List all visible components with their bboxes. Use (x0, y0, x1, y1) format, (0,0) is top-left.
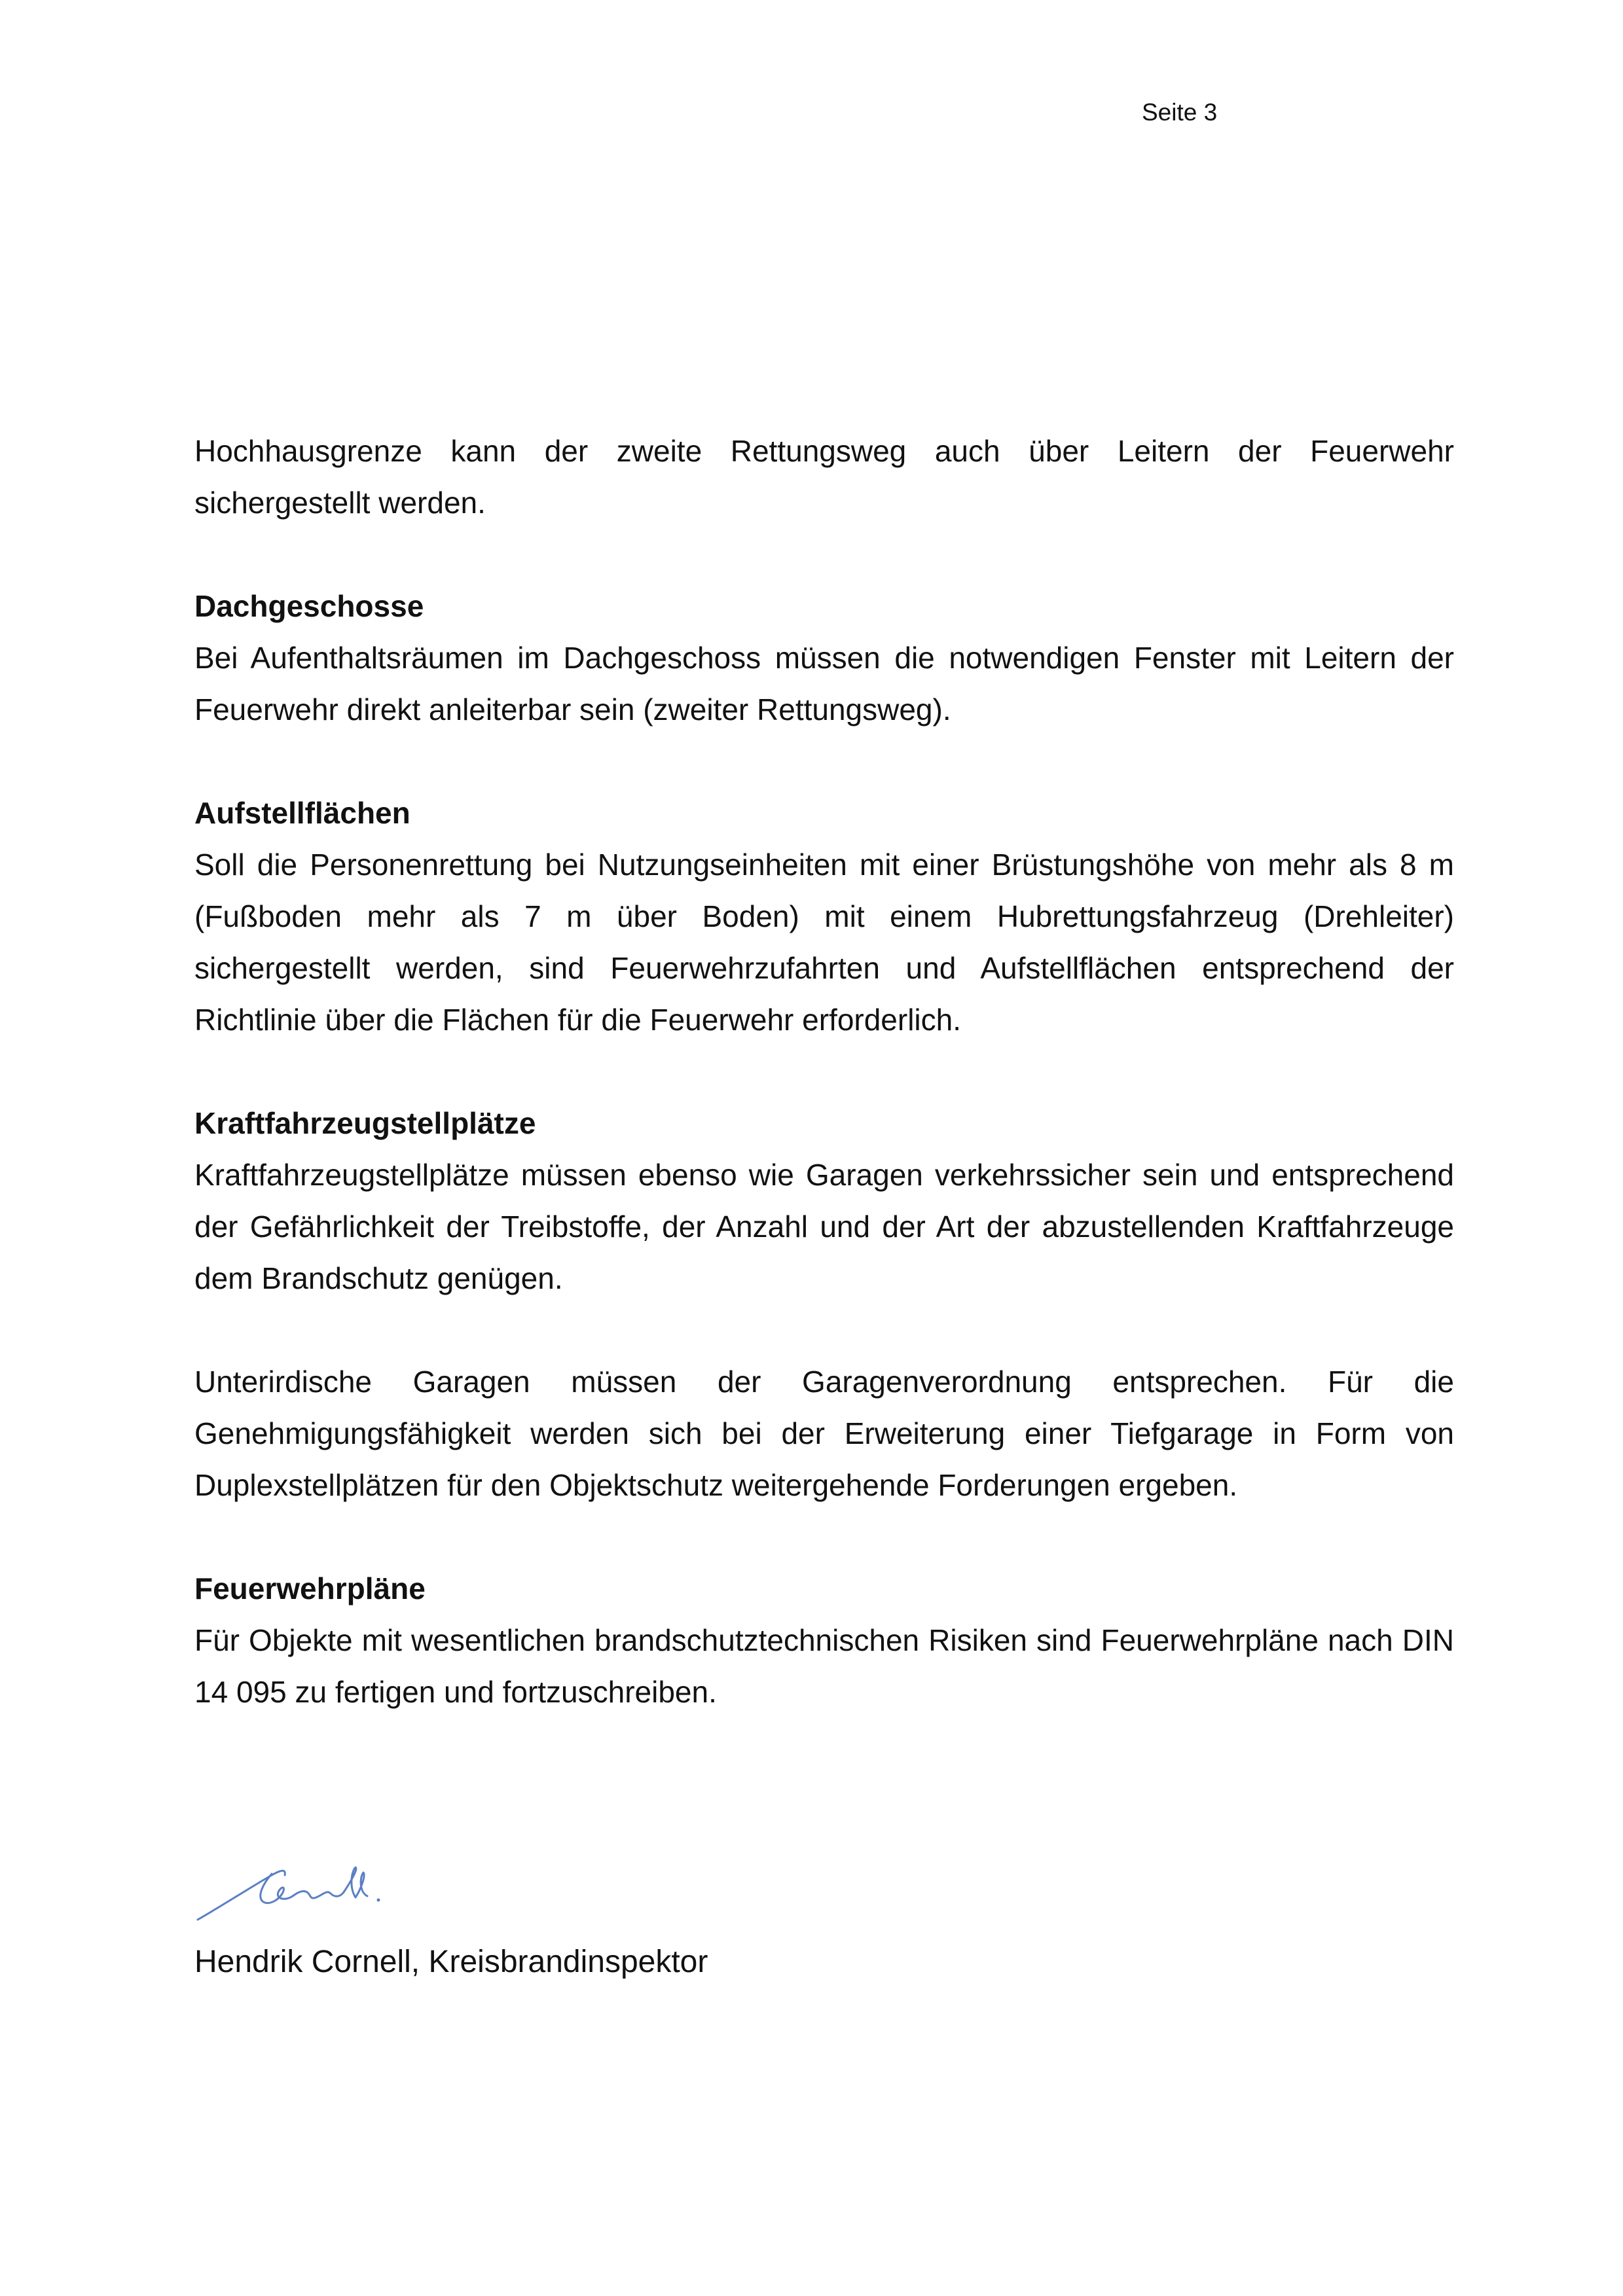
signer-name: Hendrik Cornell, Kreisbrandinspektor (194, 1945, 708, 1979)
signature-block (194, 1849, 849, 1924)
section-paragraph: Unterirdische Garagen müssen der Garagenverordnung entsprechen. Für die Genehmigungsfähigkeit werden sich bei der Erweiterung einer Tiefgarage in Form von Duplexstellplätzen für den Objektschutz weitergehende Forderungen ergeben. (194, 1365, 1454, 1502)
intro-paragraph: Hochhausgrenze kann der zweite Rettungsweg auch über Leitern der Feuerwehr sichergestellt werden. (194, 434, 1454, 520)
section-feuerwehrplaene (194, 1563, 1454, 1718)
section-heading: Aufstellflächen (194, 796, 410, 830)
section-aufstellflaechen (194, 787, 1454, 1046)
section-paragraph: Soll die Personenrettung bei Nutzungseinheiten mit einer Brüstungshöhe von mehr als 8 m (Fußboden mehr als 7 m über Boden) mit einem Hubrettungsfahrzeug (Drehleiter) sichergestellt werden, sind Feuerwehrzufahrten und Aufstellflächen entsprechend der Richtlinie über die Flächen für die Feuerwehr erforderlich. (194, 848, 1454, 1037)
section-paragraph: Bei Aufenthaltsräumen im Dachgeschoss müssen die notwendigen Fenster mit Leitern der Feuerwehr direkt anleiterbar sein (zweiter Rettungsweg). (194, 641, 1454, 726)
section-heading: Dachgeschosse (194, 589, 424, 623)
section-dachgeschosse (194, 581, 1454, 736)
page-number: Seite 3 (1142, 99, 1218, 126)
section-paragraph: Für Objekte mit wesentlichen brandschutztechnischen Risiken sind Feuerwehrpläne nach DIN 14 095 zu fertigen und fortzuschreiben. (194, 1623, 1454, 1709)
section-paragraph: Kraftfahrzeugstellplätze müssen ebenso wie Garagen verkehrssicher sein und entsprechend der Gefährlichkeit der Treibstoffe, der Anzahl und der Art der abzustellenden Kraftfahrzeuge dem Brandschutz genügen. (194, 1158, 1454, 1295)
section-kraftfahrzeugstellplaetze (194, 1098, 1454, 1511)
handwritten-signature-icon (194, 1849, 456, 1924)
section-heading: Kraftfahrzeugstellplätze (194, 1106, 536, 1140)
section-heading: Feuerwehrpläne (194, 1571, 426, 1605)
document-body (194, 425, 1454, 1718)
